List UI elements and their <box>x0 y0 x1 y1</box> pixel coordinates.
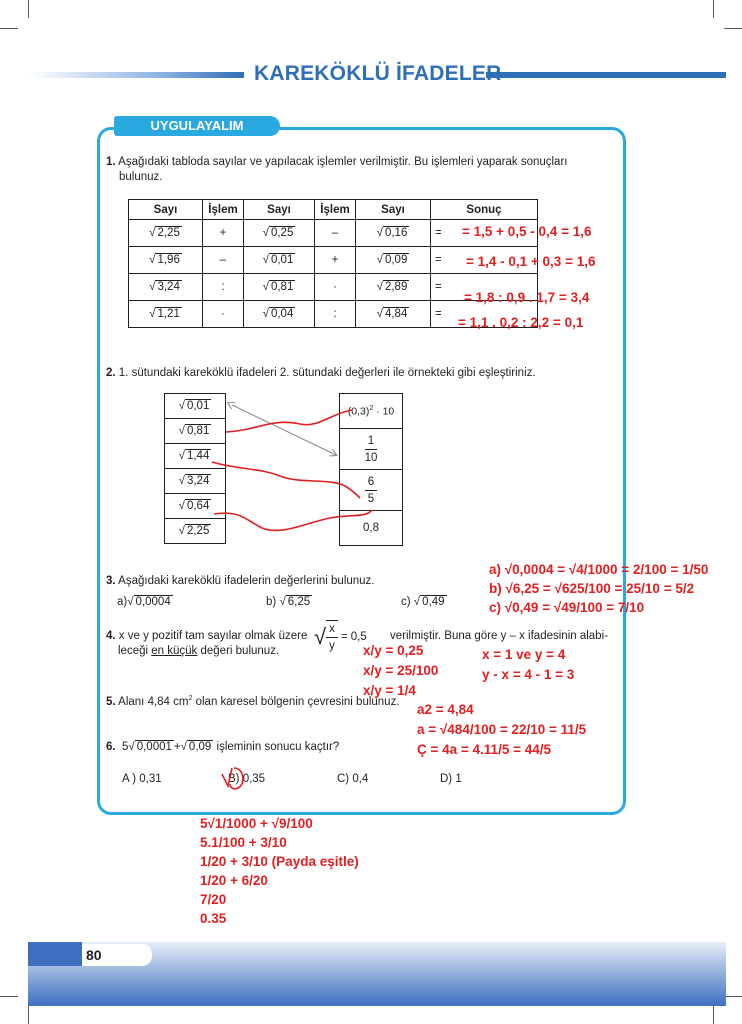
q3-b: b) √ 6,25 <box>266 596 311 608</box>
table-row: √ 1,21 · √ 0,04 : √ 4,84 = <box>129 301 538 328</box>
q1-text: 1. Aşağıdaki tabloda sayılar ve yapılacak işlemler verilmiştir. Bu işlemleri yaparak sonuçları <box>106 156 568 168</box>
q4-formula: √ $\frac{x}{y}$ = 0,5 <box>314 620 367 654</box>
choice-c: C) 0,4 <box>337 773 369 785</box>
q3-c: c) √ 0,49 <box>401 596 445 608</box>
col-header: İşlem <box>315 200 356 220</box>
col-header: Sonuç <box>431 200 538 220</box>
handwritten-answer: b) √6,25 = √625/100 = 25/10 = 5/2 <box>489 581 695 596</box>
q3-a: a)√ 0,0004 <box>117 596 171 608</box>
q5-text: 5. Alanı 4,84 $cm^2$ olan karesel bölgenin çevresini bulunuz. <box>106 695 400 708</box>
match-left-column: √ 0,01 √ 0,81 √ 1,44 √ 3,24 √ 0,64 √ 2,25 <box>164 393 226 544</box>
table-row: √ 3,24 : √ 0,81 · √ 2,89 = <box>129 274 538 301</box>
handwritten-answer: a) √0,0004 = √4/1000 = 2/100 = 1/50 <box>489 562 709 577</box>
q4-text-1b: verilmiştir. Buna göre y – x ifadesinin alabi- <box>390 630 608 642</box>
choice-a: A ) 0,31 <box>122 773 162 785</box>
handwritten-answer: Ç = 4a = 4.11/5 = 44/5 <box>417 742 551 757</box>
handwritten-work: 7/20 <box>200 892 227 907</box>
table-row: √ 1,96 – √ 0,01 + √ 0,09 = <box>129 247 538 274</box>
q3-text: 3. Aşağıdaki kareköklü ifadelerin değerlerini bulunuz. <box>106 575 375 587</box>
col-header: Sayı <box>356 200 431 220</box>
match-right-column: $(0,3)^2 \cdot 10$ $\frac{1}{10}$ $\frac{6}{5}$ 0,8 <box>339 393 403 546</box>
page-number-tab <box>28 942 82 966</box>
choice-d: D) 1 <box>440 773 462 785</box>
handwritten-work: 0.35 <box>200 911 227 926</box>
section-tab: UYGULAYALIM <box>114 116 280 136</box>
page-number: 80 <box>82 944 152 966</box>
handwritten-answer: a = √484/100 = 22/10 = 11/5 <box>417 722 587 737</box>
handwritten-answer: = 1,1 . 0,2 : 2,2 = 0,1 <box>458 315 584 330</box>
handwritten-answer: x = 1 ve y = 4 <box>482 647 566 662</box>
choice-circle-mark <box>212 762 248 794</box>
choice-b: B) 0,35 <box>228 773 266 785</box>
handwritten-answer: y - x = 4 - 1 = 3 <box>482 667 575 682</box>
q4-text-2: leceği en küçük değeri bulunuz. <box>118 645 280 657</box>
q2-text: 2. 1. sütundaki kareköklü ifadeleri 2. sütundaki değerleri ile örnekteki gibi eşleştiriniz. <box>106 367 536 379</box>
q4-text: 4. x ve y pozitif tam sayılar olmak üzere <box>106 630 308 642</box>
table-row: √ 2,25 + √ 0,25 – √ 0,16 = <box>129 220 538 247</box>
handwritten-work: 1/20 + 3/10 (Payda eşitle) <box>200 854 359 869</box>
col-header: İşlem <box>203 200 244 220</box>
col-header: Sayı <box>129 200 203 220</box>
handwritten-answer: c) √0,49 = √49/100 = 7/10 <box>489 600 645 615</box>
handwritten-answer: x/y = 25/100 <box>363 663 439 678</box>
q6-text: 6. 5√ 0,0001 +√ 0,09 işleminin sonucu kaçtır? <box>106 741 340 753</box>
handwritten-work: 1/20 + 6/20 <box>200 873 268 888</box>
handwritten-work: 5√1/1000 + √9/100 <box>200 816 313 831</box>
handwritten-answer: a2 = 4,84 <box>417 702 474 717</box>
col-header: Sayı <box>244 200 315 220</box>
handwritten-answer: = 1,5 + 0,5 - 0,4 = 1,6 <box>462 224 592 239</box>
handwritten-work: 5.1/100 + 3/10 <box>200 835 287 850</box>
handwritten-answer: = 1,8 : 0,9 . 1,7 = 3,4 <box>464 290 590 305</box>
q1-text-2: bulunuz. <box>119 171 163 183</box>
page-title: KAREKÖKLÜ İFADELER <box>254 62 502 85</box>
handwritten-answer: = 1,4 - 0,1 + 0,3 = 1,6 <box>466 254 596 269</box>
handwritten-answer: x/y = 0,25 <box>363 643 424 658</box>
handwritten-answer: x/y = 1/4 <box>363 683 416 698</box>
